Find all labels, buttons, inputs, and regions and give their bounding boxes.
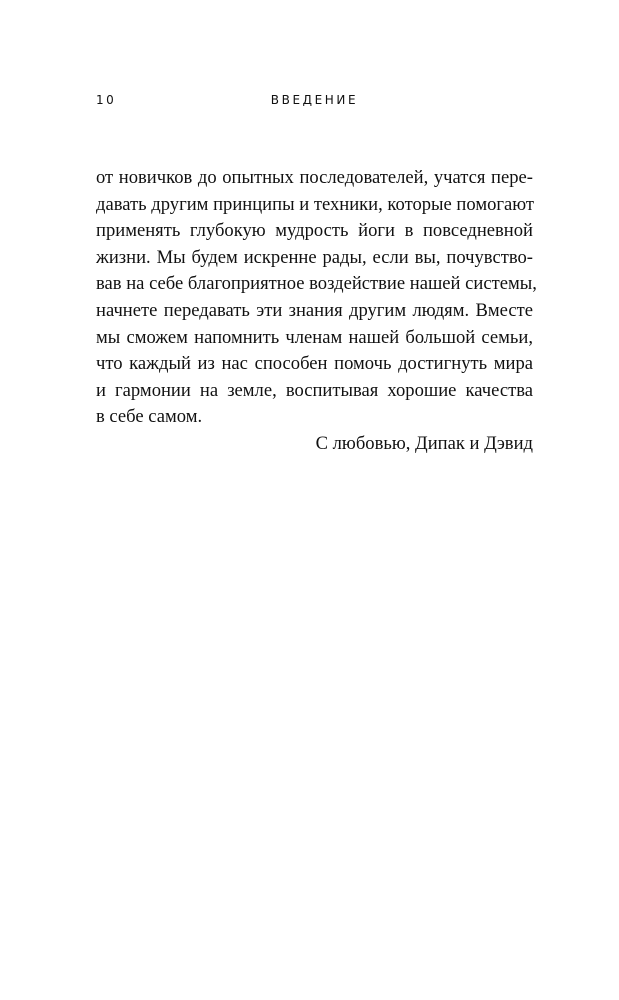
text-line: что каждый из нас способен помочь достигнуть мира bbox=[96, 353, 533, 375]
section-title: ВВЕДЕНИЕ bbox=[270, 93, 359, 107]
body-text bbox=[96, 165, 537, 458]
running-head bbox=[96, 93, 533, 113]
text-line: вав на себе благоприятное воздействие нашей системы, bbox=[96, 273, 537, 295]
text-line: жизни. Мы будем искренне рады, если вы, почувство- bbox=[96, 246, 533, 268]
page-number: 10 bbox=[96, 93, 117, 107]
signature: С любовью, Дипак и Дэвид bbox=[315, 432, 533, 454]
text-line: начнете передавать эти знания другим людям. Вместе bbox=[96, 299, 533, 321]
text-line: в себе самом. bbox=[96, 406, 203, 428]
text-line: мы сможем напомнить членам нашей большой семьи, bbox=[96, 326, 533, 348]
text-line: от новичков до опытных последователей, учатся пере- bbox=[96, 167, 533, 188]
text-line: применять глубокую мудрость йоги в повседневной bbox=[96, 220, 533, 242]
text-line: и гармонии на земле, воспитывая хорошие качества bbox=[96, 379, 533, 401]
text-line: давать другим принципы и техники, которые помогают bbox=[96, 193, 535, 215]
